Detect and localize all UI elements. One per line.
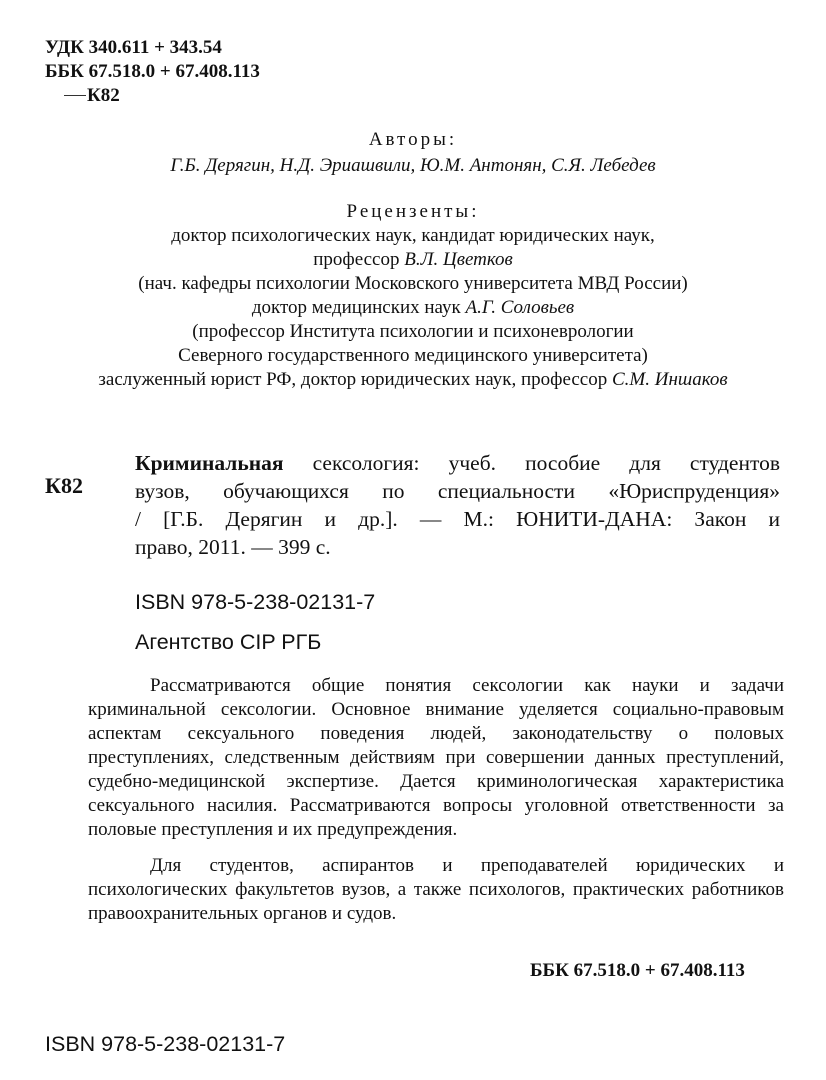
footer-isbn: ISBN 978-5-238-02131-7 (45, 1032, 286, 1056)
udk-code: УДК 340.611 + 343.54 (45, 37, 222, 58)
reviewer-1-name: В.Л. Цветков (404, 249, 513, 270)
catalog-title-rest: сексология: учеб. пособие для студентов (283, 451, 780, 475)
reviewer-3-line (0, 368, 826, 392)
reviewer-2-prefix: доктор медицинских наук (251, 297, 466, 318)
bbk-code: ББК 67.518.0 + 67.408.113 (45, 61, 260, 82)
authors-names: Г.Б. Дерягин, Н.Д. Эриашвили, Ю.М. Антонян, С.Я. Лебедев (170, 155, 656, 176)
reviewer-1-prefix: профессор (313, 249, 405, 270)
reviewers-heading: Рецензенты: (346, 201, 480, 222)
catalog-record (135, 449, 780, 561)
reviewer-1-title: доктор психологических наук, кандидат юридических наук, (171, 225, 655, 246)
catalog-isbn: ISBN 978-5-238-02131-7 (135, 590, 376, 614)
reviewer-1-line (0, 248, 826, 272)
catalog-line-1 (135, 449, 780, 477)
abstract (88, 674, 784, 926)
reviewer-2-affiliation-2: Северного государственного медицинского университета) (178, 345, 648, 366)
catalog-title-bold: Криминальная (135, 451, 284, 475)
abstract-paragraph-2: Для студентов, аспирантов и преподавателей юридических и психологических факультетов вузов, а также психологов, практических работников правоохранительных органов и судов. (88, 855, 784, 924)
catalog-line-4: право, 2011. — 399 с. (135, 535, 331, 559)
footer-bbk: ББК 67.518.0 + 67.408.113 (530, 960, 745, 981)
catalog-line-3: / [Г.Б. Дерягин и др.]. — М.: ЮНИТИ-ДАНА: Закон и (135, 507, 780, 531)
authors-heading: Авторы: (368, 129, 458, 150)
classification-codes (45, 36, 260, 108)
reviewer-1-affiliation: (нач. кафедры психологии Московского университета МВД России) (138, 273, 688, 294)
abstract-paragraph-1: Рассматриваются общие понятия сексологии как науки и задачи криминальной сексологии. Основное внимание уделяется социально-правовым аспектам сексуального поведения людей, законодательству о половых преступлениях, следственным действиям при совершении данных преступлений, судебно-медицинской экспертизе. Дается криминологическая характеристика сексуального насилия. Рассматриваются вопросы уголовной ответственности за половые преступления и их предупреждения. (88, 675, 784, 840)
reviewer-2-affiliation-1: (профессор Института психологии и психоневрологии (192, 321, 634, 342)
catalog-line-2: вузов, обучающихся по специальности «Юриспруденция» (135, 479, 780, 503)
author-mark: К82 (87, 85, 120, 106)
reviewer-2-name: А.Г. Соловьев (465, 297, 575, 318)
reviewers-block (0, 200, 826, 392)
reviewer-3-prefix: заслуженный юрист РФ, доктор юридических наук, профессор (98, 369, 612, 390)
reviewer-3-name: С.М. Иншаков (611, 369, 728, 390)
authors-block (0, 128, 826, 178)
reviewer-2-line (0, 296, 826, 320)
catalog-mark: К82 (45, 473, 83, 498)
cip-agency: Агентство CIP РГБ (135, 630, 322, 654)
dash-mark (64, 95, 86, 96)
